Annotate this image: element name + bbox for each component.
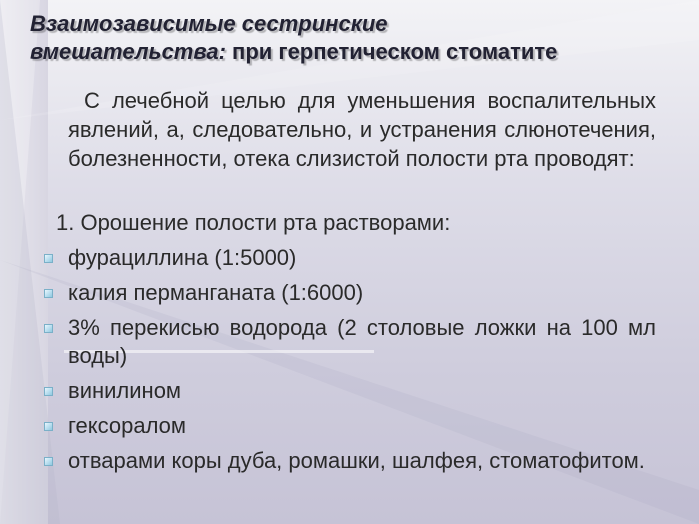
list-item: отварами коры дуба, ромашки, шалфея, стоматофитом.: [40, 447, 656, 475]
bullet-icon: [44, 324, 53, 333]
bullet-icon: [44, 254, 53, 263]
bullet-icon: [44, 387, 53, 396]
numbered-item: 1. Орошение полости рта растворами:: [56, 210, 451, 235]
title-line-1: Взаимозависимые сестринские: [30, 11, 388, 36]
bullet-icon: [44, 422, 53, 431]
bullet-icon: [44, 457, 53, 466]
intro-paragraph: [68, 86, 656, 173]
slide-title: [30, 10, 680, 66]
title-line-2-italic: вмешательства:: [30, 39, 226, 64]
list-item: фурациллина (1:5000): [40, 244, 656, 272]
list-item: гексоралом: [40, 412, 656, 440]
list-item: 3% перекисью водорода (2 столовые ложки на 100 мл воды): [40, 314, 656, 370]
list-item: винилином: [40, 377, 656, 405]
title-line-2: [30, 38, 680, 66]
title-line-2-rest: при герпетическом стоматите: [225, 39, 558, 64]
intro-paragraph-text: С лечебной целью для уменьшения воспалительных явлений, а, следовательно, и устранения слюнотечения, болезненности, отека слизистой полости рта проводят:: [68, 88, 656, 171]
list-item: калия перманганата (1:6000): [40, 279, 656, 307]
bullet-list: [40, 244, 656, 475]
bullet-icon: [44, 289, 53, 298]
